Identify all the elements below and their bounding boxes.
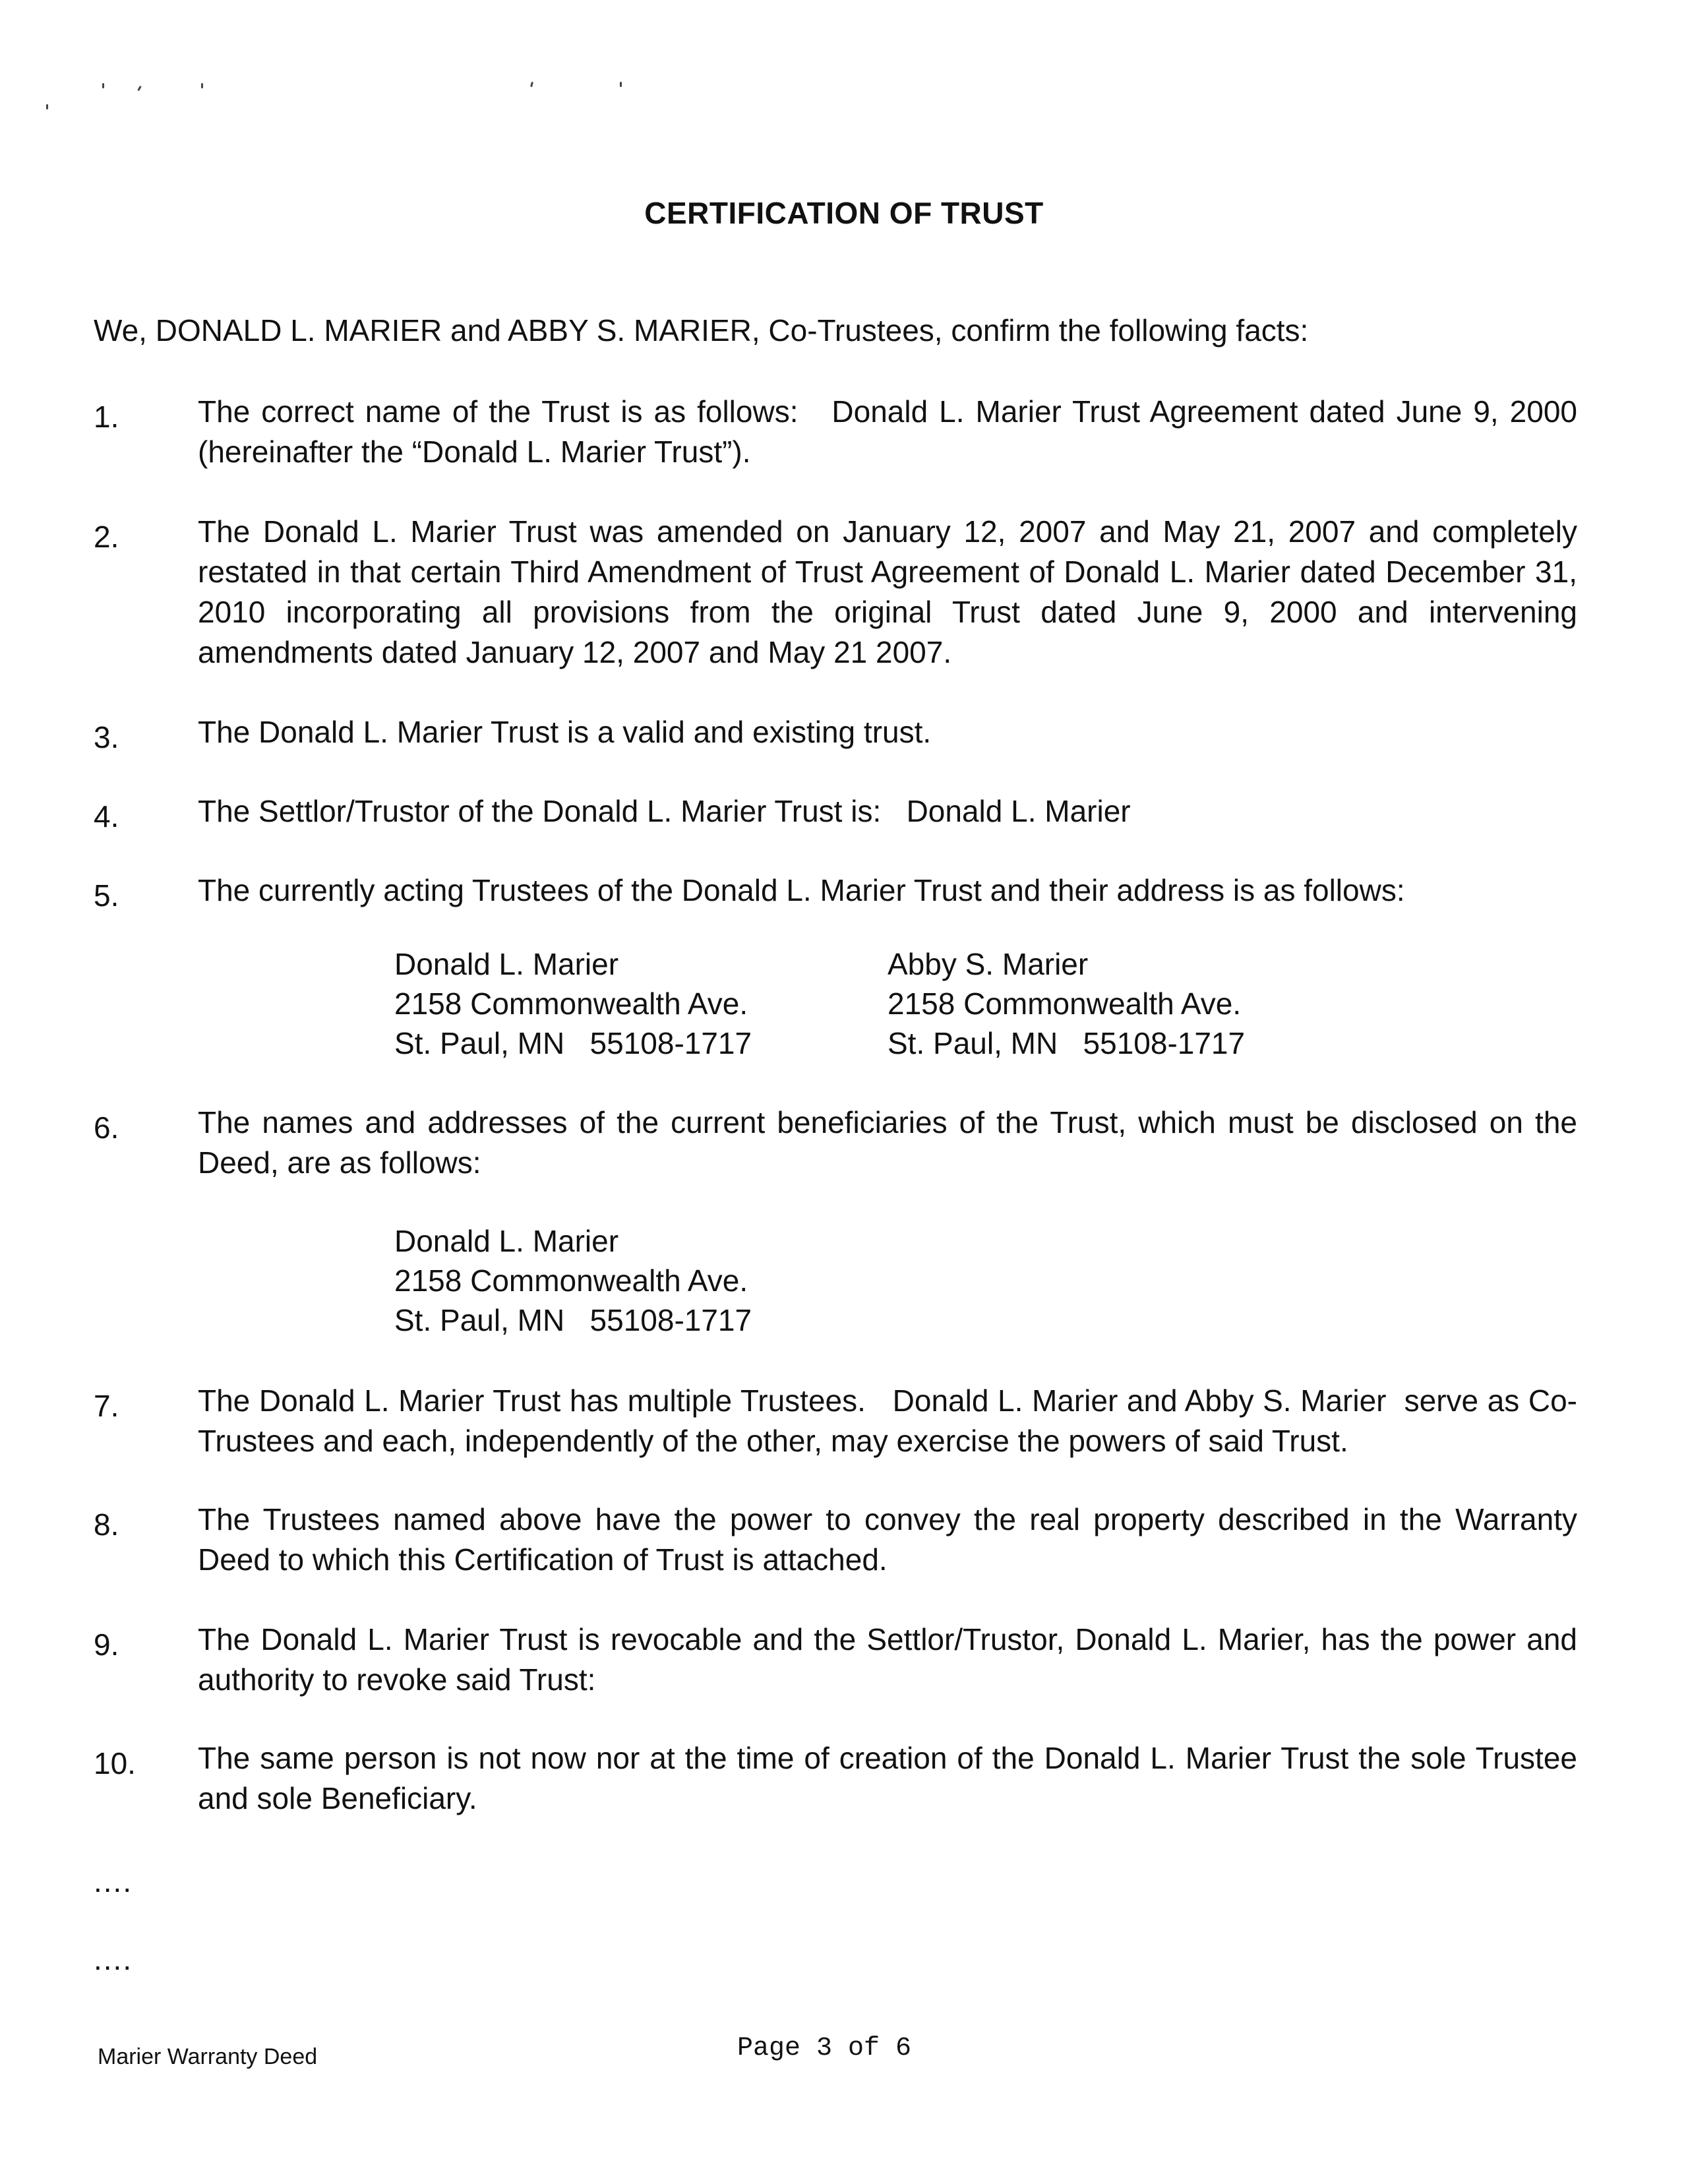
- item-number: 6.: [94, 1110, 119, 1145]
- ellipsis-1: ....: [94, 1864, 133, 1898]
- item-text: The same person is not now nor at the time of creation of the Donald L. Marier Trust the sole Trustee and sole Beneficiary.: [198, 1741, 1586, 1815]
- item-text: The Donald L. Marier Trust is revocable and the Settlor/Trustor, Donald L. Marier, has the power and authority to revoke said Trust:: [198, 1622, 1586, 1697]
- item-number: 8.: [94, 1507, 119, 1542]
- beneficiary-city: St. Paul, MN 55108-1717: [394, 1303, 752, 1337]
- item-number: 1.: [94, 400, 119, 434]
- item-text: The Trustees named above have the power to convey the real property described in the Warranty Deed to which this Certification of Trust is attached.: [198, 1502, 1586, 1577]
- item-text: The names and addresses of the current beneficiaries of the Trust, which must be disclosed on the Deed, are as follows:: [198, 1105, 1586, 1180]
- list-item-5: [94, 870, 1577, 911]
- item-text: The Donald L. Marier Trust is a valid and existing trust.: [198, 715, 932, 749]
- trustee-name: Abby S. Marier: [888, 947, 1089, 981]
- list-item-8: [94, 1500, 1586, 1580]
- item-text: The currently acting Trustees of the Donald L. Marier Trust and their address is as follows:: [198, 873, 1405, 907]
- list-item-6: [94, 1103, 1586, 1183]
- trustee-name: Donald L. Marier: [394, 947, 619, 981]
- list-item-2: [94, 512, 1586, 673]
- scan-marks: [40, 79, 633, 119]
- footer-document-name: Marier Warranty Deed: [98, 2044, 318, 2069]
- intro-paragraph: We, DONALD L. MARIER and ABBY S. MARIER, Co-Trustees, confirm the following facts:: [94, 313, 1309, 348]
- list-item-4: [94, 791, 1577, 832]
- trustee-street: 2158 Commonwealth Ave.: [888, 986, 1242, 1021]
- ellipsis-2: ....: [94, 1942, 133, 1976]
- item-text: The Settlor/Trustor of the Donald L. Marier Trust is: Donald L. Marier: [198, 794, 1131, 828]
- item-number: 4.: [94, 799, 119, 834]
- item-text: The Donald L. Marier Trust has multiple Trustees. Donald L. Marier and Abby S. Marier serve as Co-Trustees and each, independently of the other, may exercise the powers of said Trust.: [198, 1383, 1577, 1458]
- beneficiary-address: [394, 1221, 752, 1340]
- list-item-3: [94, 712, 1577, 752]
- item-number: 2.: [94, 520, 119, 554]
- item-number: 7.: [94, 1389, 119, 1423]
- list-item-10: [94, 1738, 1586, 1819]
- trustee-address-1: [394, 944, 752, 1063]
- trustee-street: 2158 Commonwealth Ave.: [394, 986, 748, 1021]
- item-number: 9.: [94, 1627, 119, 1662]
- trustee-city: St. Paul, MN 55108-1717: [888, 1026, 1246, 1060]
- document-title: CERTIFICATION OF TRUST: [644, 196, 1044, 230]
- item-text: The Donald L. Marier Trust was amended on January 12, 2007 and May 21, 2007 and completely restated in that certain Third Amendment of Trust Agreement of Donald L. Marier dated December 31, 2010 incorporating all provisions from the original Trust dated June 9, 2000 and intervening amendments dated January 12, 2007 and May 21 2007.: [198, 514, 1586, 669]
- beneficiary-street: 2158 Commonwealth Ave.: [394, 1263, 748, 1298]
- trustee-city: St. Paul, MN 55108-1717: [394, 1026, 752, 1060]
- item-number: 5.: [94, 878, 119, 913]
- list-item-7: [94, 1381, 1577, 1461]
- item-number: 3.: [94, 720, 119, 754]
- list-item-1: [94, 392, 1586, 472]
- trustee-address-2: [888, 944, 1245, 1063]
- item-text: The correct name of the Trust is as follows: Donald L. Marier Trust Agreement dated June 9, 2000 (hereinafter the “Donald L. Marier Trust”).: [198, 394, 1586, 469]
- beneficiary-name: Donald L. Marier: [394, 1224, 619, 1258]
- list-item-9: [94, 1620, 1586, 1700]
- item-number: 10.: [94, 1746, 136, 1780]
- footer-page-number: Page 3 of 6: [737, 2034, 912, 2063]
